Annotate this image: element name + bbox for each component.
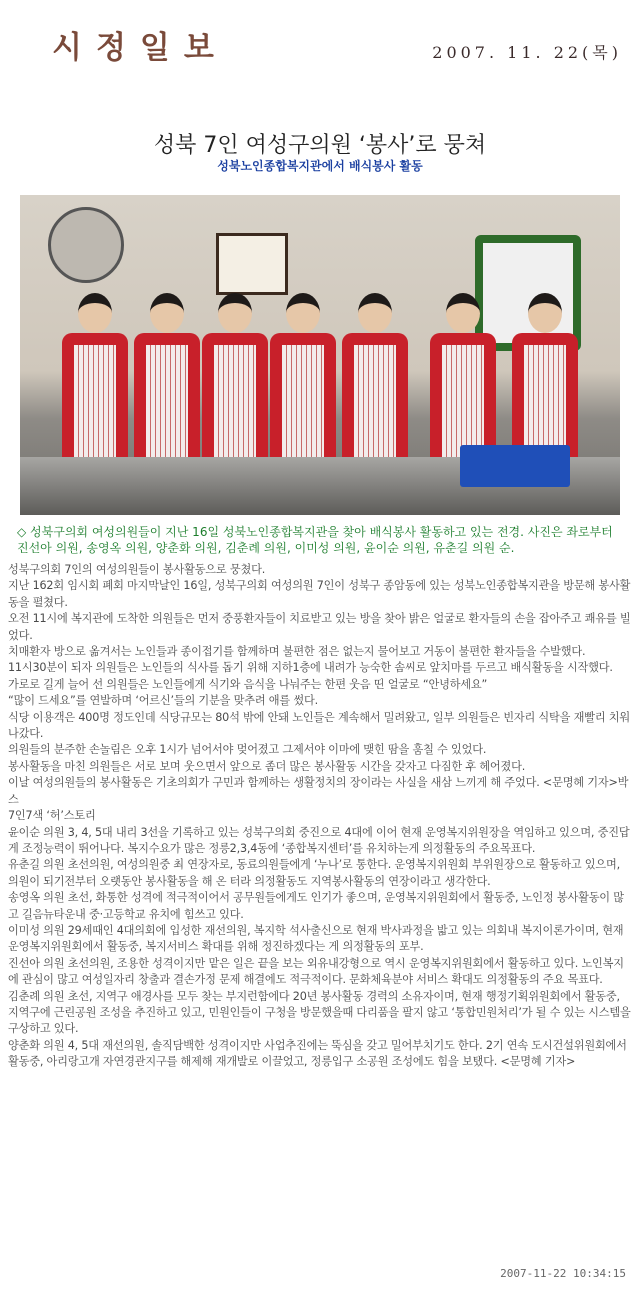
paragraph: 유춘길 의원 초선의원, 여성의원중 최 연장자로, 동료의원들에게 ‘누나’로 통한다. 운영복지위원회 부위원장으로 활동하고 있으며, 의원이 되기전부터 오랫동안 봉사활동을 해 온 터라 의정활동도 지역봉사활동의 연장이라고 생각한다. <box>8 858 620 888</box>
paragraph: “많이 드세요”를 연발하며 ‘어르신’들의 기분을 맞추려 애를 썼다. <box>8 694 318 708</box>
paragraph: 진선아 의원 초선의원, 조용한 성격이지만 맡은 일은 끝을 보는 외유내강형으로 역시 운영복지위원회에서 활동하고 있다. 노인복지에 관심이 많고 여성일자리 창출과 결손가정 문제 해결에도 적극적이다. 문화체육분야 서비스 확대도 의정활동의 주요 목표다. <box>8 956 624 987</box>
wall-fan-icon <box>48 207 124 283</box>
paragraph: 양춘화 의원 4, 5대 재선의원, 솔직담백한 성격이지만 사업추진에는 뚝심을 갖고 밀어부치기도 한다. 2기 연속 도시건설위원회에서 활동중, 아리랑고개 자연경관지구를 해제해 재개발로 이끌었고, 정릉입구 소공원 조성에도 힘을 보탰다. <문명혜 기자> <box>8 1038 627 1069</box>
paragraph: 가로로 길게 늘어 선 의원들은 노인들에게 식기와 음식을 나눠주는 한편 웃음 띤 얼굴로 “안녕하세요” <box>8 677 488 691</box>
photo-caption: ◇ 성북구의회 여성의원들이 지난 16일 성북노인종합복지관을 찾아 배식봉사 활동하고 있는 전경. 사진은 좌로부터 진선아 의원, 송영옥 의원, 양춘화 의원, 김춘례 의원, 이미성 의원, 윤이순 의원, 유춘길 의원 순. <box>17 525 613 555</box>
paragraph: 봉사활동을 마친 의원들은 서로 보며 웃으면서 앞으로 좀더 많은 봉사활동 시간을 갖자고 다짐한 후 헤어졌다. <box>8 759 526 773</box>
paragraph: 식당 이용객은 400명 정도인데 식당규모는 80석 밖에 안돼 노인들은 계속해서 밀려왔고, 일부 의원들은 빈자리 식탁을 재빨리 치워나갔다. <box>8 710 631 741</box>
paragraph: 이미성 의원 29세때인 4대의회에 입성한 재선의원, 복지학 석사출신으로 현재 박사과정을 밟고 있는 의회내 복지이론가이며, 현재 운영복지위원회에서 활동중, 복지서비스 확대를 위해 정진하겠다는 게 의정활동의 포부. <box>8 923 624 954</box>
timestamp: 2007-11-22 10:34:15 <box>500 1267 626 1280</box>
article-subhead: 성북노인종합복지관에서 배식봉사 활동 <box>217 159 423 173</box>
issue-date: 2007. 11. 22(목) <box>432 43 622 62</box>
article-photo <box>20 195 620 515</box>
blue-basket <box>460 445 570 487</box>
paragraph: 오전 11시에 복지관에 도착한 의원들은 먼저 중풍환자들이 치료받고 있는 방을 찾아 밝은 얼굴로 환자들의 손을 잡아주고 쾌유를 빌었다. <box>8 612 631 642</box>
box-title: 7인7색 ‘허’스토리 <box>8 809 96 823</box>
paragraph: 윤이순 의원 3, 4, 5대 내리 3선을 기록하고 있는 성북구의회 중진으로 4대에 이어 현재 운영복지위원장을 역임하고 있으며, 중진답게 조정능력이 뛰어나다. 복지수요가 많은 정릉2,3,4동에 ‘종합복지센터’를 유치하는게 의정활동의 주요목표다. <box>8 825 630 855</box>
masthead <box>0 0 640 80</box>
article-body <box>8 562 632 1071</box>
wall-frame <box>216 233 288 295</box>
paragraph: 지난 162회 임시회 폐회 마지막날인 16일, 성북구의회 여성의원 7인이 성북구 종암동에 있는 성북노인종합복지관을 방문해 봉사활동을 펼쳤다. <box>8 579 631 609</box>
newspaper-name: 시정일보 <box>52 30 228 66</box>
paragraph: 의원들의 분주한 손놀림은 오후 1시가 넘어서야 멎어졌고 그제서야 이마에 맺힌 땀을 훔칠 수 있었다. <box>8 743 487 757</box>
paragraph: 김춘례 의원 초선, 지역구 애경사를 모두 찾는 부지런함에다 20년 봉사활동 경력의 소유자이며, 현재 행정기획위원회에서 활동중, 지역구에 근린공원 조성을 추진하고 있고, 민원인들이 구청을 방문했을때 다리품을 팔지 않고 ‘통합민원처리’가 될 수 있는 시스템을 구상하고 있다. <box>8 989 631 1036</box>
paragraph: 성북구의회 7인의 여성의원들이 봉사활동으로 뭉쳤다. <box>8 563 266 576</box>
paragraph: 11시30분이 되자 의원들은 노인들의 식사를 돕기 위해 지하1층에 내려가 능숙한 솜씨로 앞치마를 두르고 배식활동을 시작했다. <box>8 661 613 675</box>
paragraph: 치매환자 방으로 옮겨서는 노인들과 종이접기를 함께하며 불편한 점은 없는지 물어보고 거동이 불편한 환자들을 수발했다. <box>8 645 586 659</box>
article-headline: 성북 7인 여성구의원 ‘봉사’로 뭉쳐 <box>153 133 487 158</box>
paragraph: 송영옥 의원 초선, 화통한 성격에 적극적이어서 공무원들에게도 인기가 좋으며, 운영복지위원회에서 활동중, 노인정 봉사활동이 많고 길음뉴타운내 중·고등학교 유치에 힘쓰고 있다. <box>8 891 624 921</box>
paragraph: 이날 여성의원들의 봉사활동은 기초의회가 구민과 함께하는 생활정치의 장이라는 사실을 새삼 느끼게 해 주었다. <문명혜 기자>박스 <box>8 776 629 806</box>
